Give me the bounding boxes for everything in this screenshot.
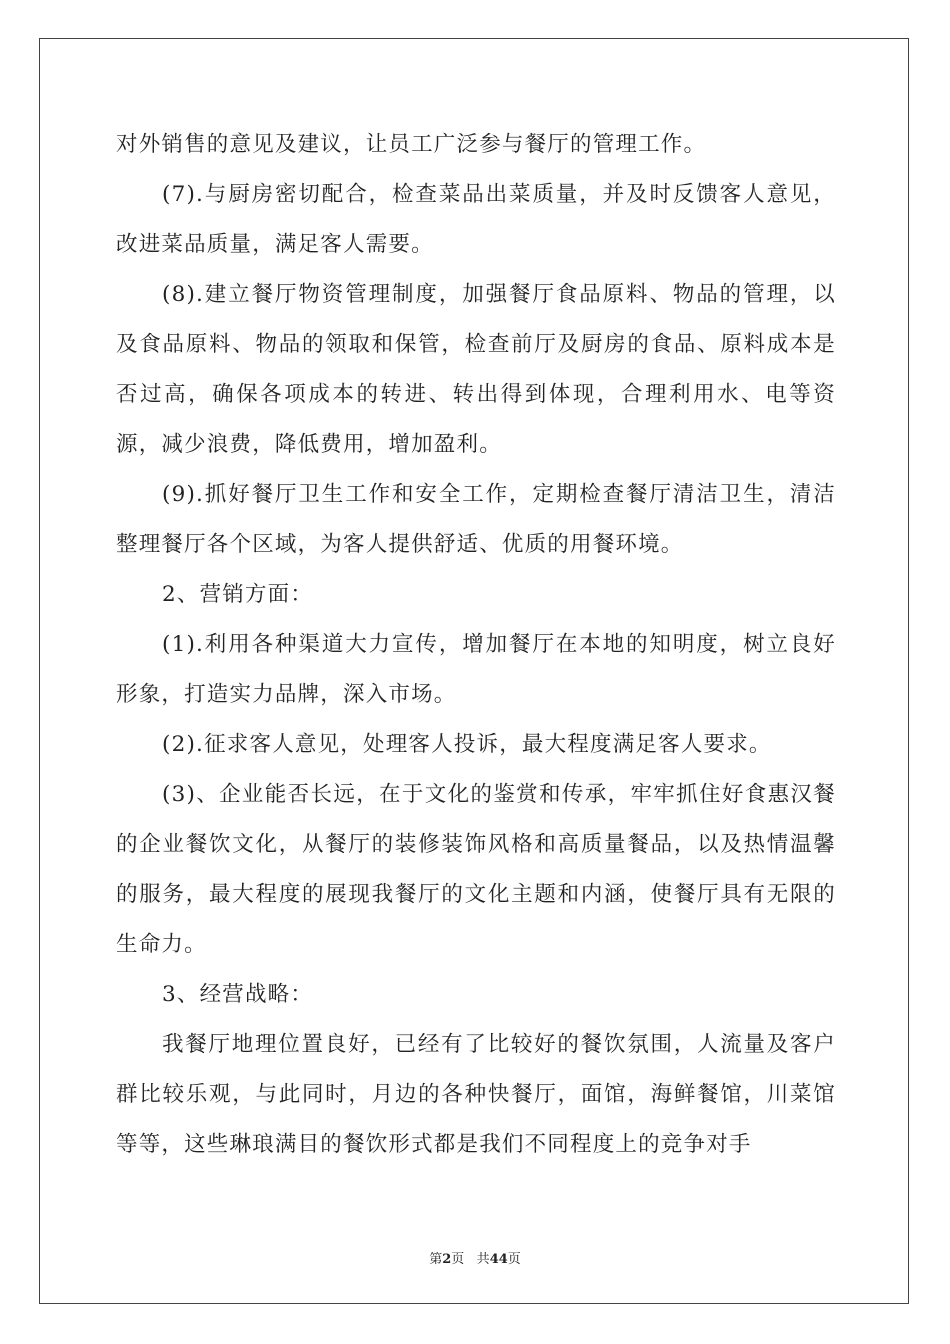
- total-prefix: 共: [476, 1252, 490, 1267]
- document-body: [116, 120, 836, 1170]
- paragraph-item-9: (9).抓好餐厅卫生工作和安全工作，定期检查餐厅清洁卫生，清洁整理餐厅各个区域，为客人提供舒适、优质的用餐环境。: [116, 482, 836, 557]
- paragraph-marketing-1: (1).利用各种渠道大力宣传，增加餐厅在本地的知明度，树立良好形象，打造实力品牌，深入市场。: [116, 632, 836, 707]
- page-suffix: 页: [451, 1252, 465, 1267]
- paragraph-marketing-2: (2).征求客人意见，处理客人投诉，最大程度满足客人要求。: [162, 732, 772, 757]
- page-prefix: 第: [429, 1252, 443, 1267]
- total-suffix: 页: [507, 1252, 521, 1267]
- paragraph-item-8: (8).建立餐厅物资管理制度，加强餐厅食品原料、物品的管理，以及食品原料、物品的领取和保管，检查前厅及厨房的食品、原料成本是否过高，确保各项成本的转进、转出得到体现，合理利用水、电等资源，减少浪费，降低费用，增加盈利。: [116, 282, 836, 457]
- page-footer: [0, 1248, 950, 1267]
- paragraph-item-7: (7).与厨房密切配合，检查菜品出菜质量，并及时反馈客人意见，改进菜品质量，满足客人需要。: [116, 182, 836, 257]
- section-heading-marketing: 2、营销方面：: [162, 582, 314, 607]
- page-number: 2: [442, 1252, 452, 1267]
- total-pages: 44: [489, 1252, 508, 1267]
- paragraph-strategy: 我餐厅地理位置良好，已经有了比较好的餐饮氛围，人流量及客户群比较乐观，与此同时，月边的各种快餐厅，面馆，海鲜餐馆，川菜馆等等，这些琳琅满目的餐饮形式都是我们不同程度上的竞争对手: [116, 1032, 836, 1157]
- section-heading-strategy: 3、经营战略：: [162, 982, 314, 1007]
- paragraph-continued: 对外销售的意见及建议，让员工广泛参与餐厅的管理工作。: [116, 132, 707, 157]
- paragraph-marketing-3: (3)、企业能否长远，在于文化的鉴赏和传承，牢牢抓住好食惠汉餐的企业餐饮文化，从餐厅的装修装饰风格和高质量餐品，以及热情温馨的服务，最大程度的展现我餐厅的文化主题和内涵，使餐厅具有无限的生命力。: [116, 782, 836, 957]
